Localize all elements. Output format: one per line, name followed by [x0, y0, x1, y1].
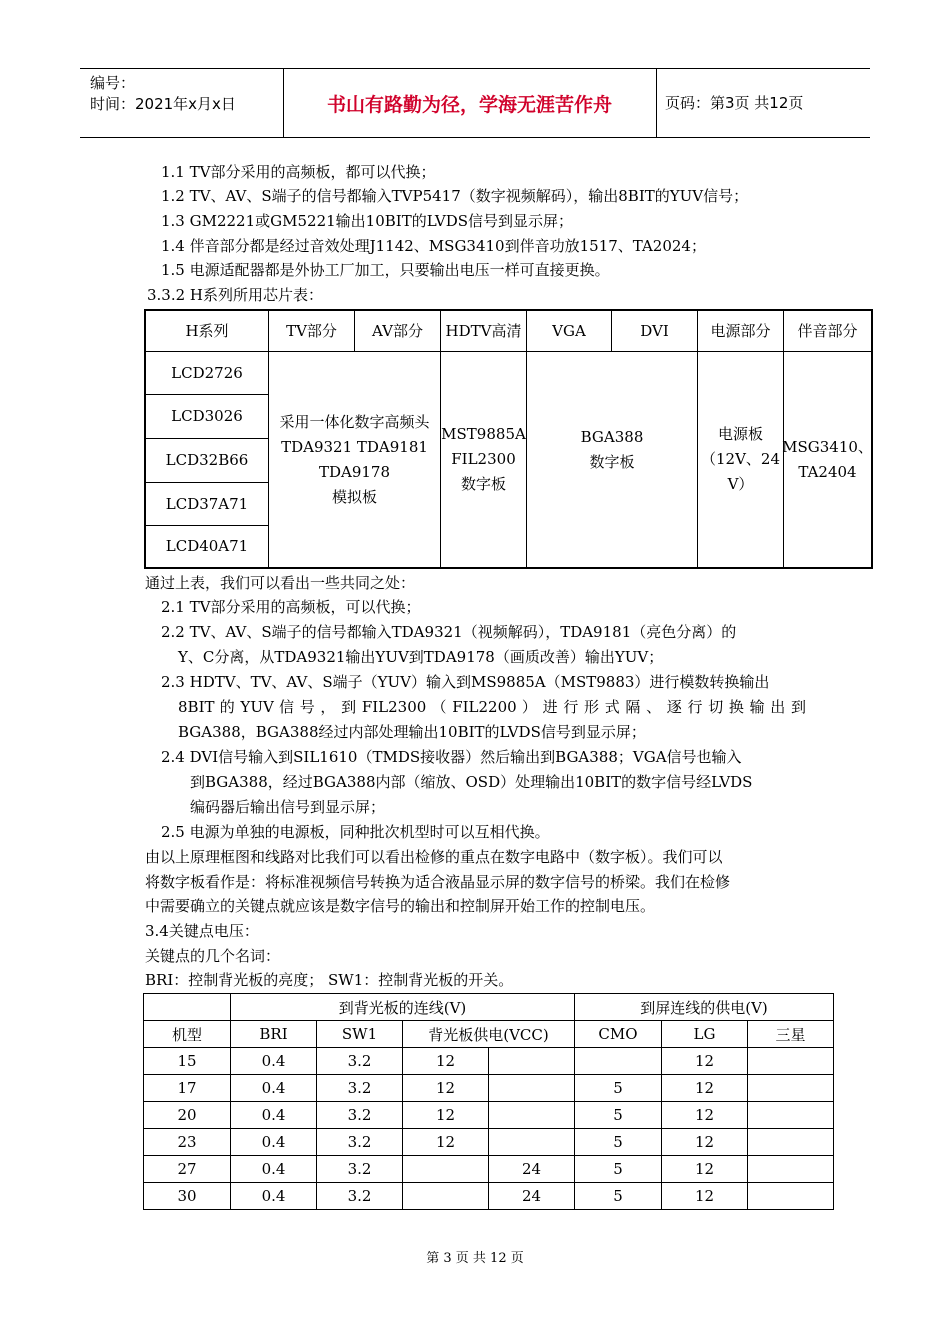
chip-table [144, 309, 873, 569]
table-header-cell: VGA [527, 311, 612, 352]
intro-item: 1.4 伴音部分都是经过音效处理J1142、MSG3410到伴音功放1517、TA2024； [161, 237, 706, 255]
table-cell: 3.2 [317, 1048, 403, 1075]
table-header-cell: 伴音部分 [784, 311, 871, 352]
list-item: 8BIT 的 YUV 信 号 ， 到 FIL2300 （ FIL2200 ） 进 行 形 式 隔 、 逐 行 切 换 输 出 到 [178, 698, 806, 716]
table-cell: 5 [575, 1183, 662, 1210]
audio-cell: MSG3410、 TA2404 [782, 437, 873, 481]
table-cell: 24 [489, 1183, 575, 1210]
table-cell [575, 1048, 662, 1075]
table-cell [144, 994, 231, 1021]
header-page-number: 页码：第3页 共12页 [665, 94, 804, 112]
list-item: 2.3 HDTV、TV、AV、S端子（YUV）输入到MS9885A（MST9883）进行模数转换输出 [161, 673, 770, 691]
paragraph: 通过上表，我们可以看出一些共同之处： [145, 574, 416, 592]
table-cell: 0.4 [231, 1156, 317, 1183]
section-heading: 3.4关键点电压： [145, 922, 259, 940]
table-cell [403, 1156, 489, 1183]
table-cell: 5 [575, 1156, 662, 1183]
table-cell [403, 1183, 489, 1210]
header-divider [656, 69, 657, 137]
table-cell [748, 1183, 834, 1210]
table-cell: 3.2 [317, 1102, 403, 1129]
intro-item: 1.3 GM2221或GM5221输出10BIT的LVDS信号到显示屏； [161, 212, 574, 230]
list-item: 2.5 电源为单独的电源板，同种批次机型时可以互相代换。 [161, 823, 550, 841]
table-cell: 12 [662, 1129, 748, 1156]
table-cell: 5 [575, 1075, 662, 1102]
table-cell [489, 1048, 575, 1075]
tv-av-cell: 采用一体化数字高频头 TDA9321 TDA9181 TDA9178 模拟板 [269, 352, 441, 567]
table-cell: 0.4 [231, 1183, 317, 1210]
list-item: 到BGA388，经过BGA388内部（缩放、OSD）处理输出10BIT的数字信号经LVDS [190, 773, 753, 791]
table-header-cell: 三星 [748, 1021, 834, 1048]
header-number: 编号： [90, 74, 136, 92]
table-header-cell: H系列 [146, 311, 269, 352]
table-cell: 5 [575, 1129, 662, 1156]
paragraph-line: 将数字板看作是：将标准视频信号转换为适合液晶显示屏的数字信号的桥梁。我们在检修 [145, 873, 731, 891]
section-heading: 3.3.2 H系列所用芯片表： [147, 286, 324, 304]
list-item: 编码器后输出信号到显示屏； [190, 798, 386, 816]
table-header-cell: LG [662, 1021, 748, 1048]
table-header-cell: TV部分 [269, 311, 355, 352]
table-cell [489, 1075, 575, 1102]
table-row [144, 1075, 834, 1102]
table-cell [489, 1129, 575, 1156]
list-item: Y、C分离，从TDA9321输出YUV到TDA9178（画质改善）输出YUV； [178, 648, 664, 666]
table-cell: 27 [144, 1156, 231, 1183]
intro-item: 1.5 电源适配器都是外协工厂加工，只要输出电压一样可直接更换。 [161, 261, 610, 279]
table-cell: 3.2 [317, 1075, 403, 1102]
table-cell: 12 [403, 1048, 489, 1075]
table-header-cell: 机型 [144, 1021, 231, 1048]
model-cell: LCD32B66 [146, 439, 269, 483]
voltage-table [143, 993, 834, 1210]
table-cell: 3.2 [317, 1156, 403, 1183]
table-cell [748, 1129, 834, 1156]
table-cell: 12 [403, 1102, 489, 1129]
model-cell: LCD40A71 [146, 526, 269, 567]
model-cell: LCD2726 [146, 352, 269, 395]
table-header-cell: 背光板供电(VCC) [403, 1021, 575, 1048]
table-cell: 12 [662, 1183, 748, 1210]
table-cell: 12 [662, 1075, 748, 1102]
table-cell: 24 [489, 1156, 575, 1183]
table-cell: 3.2 [317, 1183, 403, 1210]
table-cell: 0.4 [231, 1048, 317, 1075]
table-cell: 20 [144, 1102, 231, 1129]
page-footer: 第 3 页 共 12 页 [426, 1251, 524, 1266]
page-header [80, 68, 870, 138]
table-cell: 0.4 [231, 1129, 317, 1156]
table-cell [748, 1075, 834, 1102]
paragraph-line: 中需要确立的关键点就应该是数字信号的输出和控制屏开始工作的控制电压。 [145, 897, 656, 915]
table-cell: 0.4 [231, 1075, 317, 1102]
paragraph-line: BRI：控制背光板的亮度； SW1：控制背光板的开关。 [145, 971, 514, 989]
table-row [144, 994, 834, 1021]
table-row [144, 1129, 834, 1156]
table-cell [748, 1102, 834, 1129]
table-cell: 17 [144, 1075, 231, 1102]
group-header: 到背光板的连线(V) [231, 994, 575, 1021]
group-header: 到屏连线的供电(V) [575, 994, 834, 1021]
header-motto: 书山有路勤为径，学海无涯苦作舟 [326, 94, 612, 116]
table-cell: 30 [144, 1183, 231, 1210]
table-cell [748, 1156, 834, 1183]
model-cell: LCD37A71 [146, 483, 269, 526]
table-cell: 12 [403, 1129, 489, 1156]
list-item: 2.4 DVI信号输入到SIL1610（TMDS接收器）然后输出到BGA388；VGA信号也输入 [161, 748, 742, 766]
list-item: 2.2 TV、AV、S端子的信号都输入TDA9321（视频解码），TDA9181（亮色分离）的 [161, 623, 737, 641]
table-cell [748, 1048, 834, 1075]
model-cell: LCD3026 [146, 395, 269, 439]
table-row [144, 1021, 834, 1048]
intro-item: 1.2 TV、AV、S端子的信号都输入TVP5417（数字视频解码），输出8BIT的YUV信号； [161, 187, 749, 205]
table-cell: 0.4 [231, 1102, 317, 1129]
table-header-cell: DVI [612, 311, 698, 352]
table-cell: 12 [662, 1156, 748, 1183]
paragraph-line: 关键点的几个名词： [145, 947, 281, 965]
table-row [144, 1102, 834, 1129]
table-cell: 12 [403, 1075, 489, 1102]
paragraph-line: 由以上原理框图和线路对比我们可以看出检修的重点在数字电路中（数字板）。我们可以 [145, 848, 723, 866]
power-cell: 电源板 （12V、24 V） [698, 352, 784, 567]
table-cell: 3.2 [317, 1129, 403, 1156]
table-cell: 12 [662, 1102, 748, 1129]
table-header-cell: CMO [575, 1021, 662, 1048]
table-header-cell: 电源部分 [698, 311, 784, 352]
header-meta [90, 73, 236, 115]
table-cell: 12 [662, 1048, 748, 1075]
table-row [144, 1156, 834, 1183]
table-row [144, 1183, 834, 1210]
table-header-cell: BRI [231, 1021, 317, 1048]
table-cell [489, 1102, 575, 1129]
list-item: BGA388，BGA388经过内部处理输出10BIT的LVDS信号到显示屏； [178, 723, 646, 741]
vga-dvi-cell: BGA388 数字板 [527, 352, 698, 567]
intro-item: 1.1 TV部分采用的高频板，都可以代换； [161, 163, 436, 181]
list-item: 2.1 TV部分采用的高频板，可以代换； [161, 598, 421, 616]
header-date: 时间：2021年x月x日 [90, 95, 236, 113]
table-header-cell: AV部分 [355, 311, 441, 352]
hdtv-cell: MST9885A FIL2300 数字板 [441, 352, 527, 567]
table-header-cell: HDTV高清 [441, 311, 527, 352]
table-cell: 23 [144, 1129, 231, 1156]
table-row [144, 1048, 834, 1075]
table-cell: 15 [144, 1048, 231, 1075]
table-cell: 5 [575, 1102, 662, 1129]
table-header-cell: SW1 [317, 1021, 403, 1048]
